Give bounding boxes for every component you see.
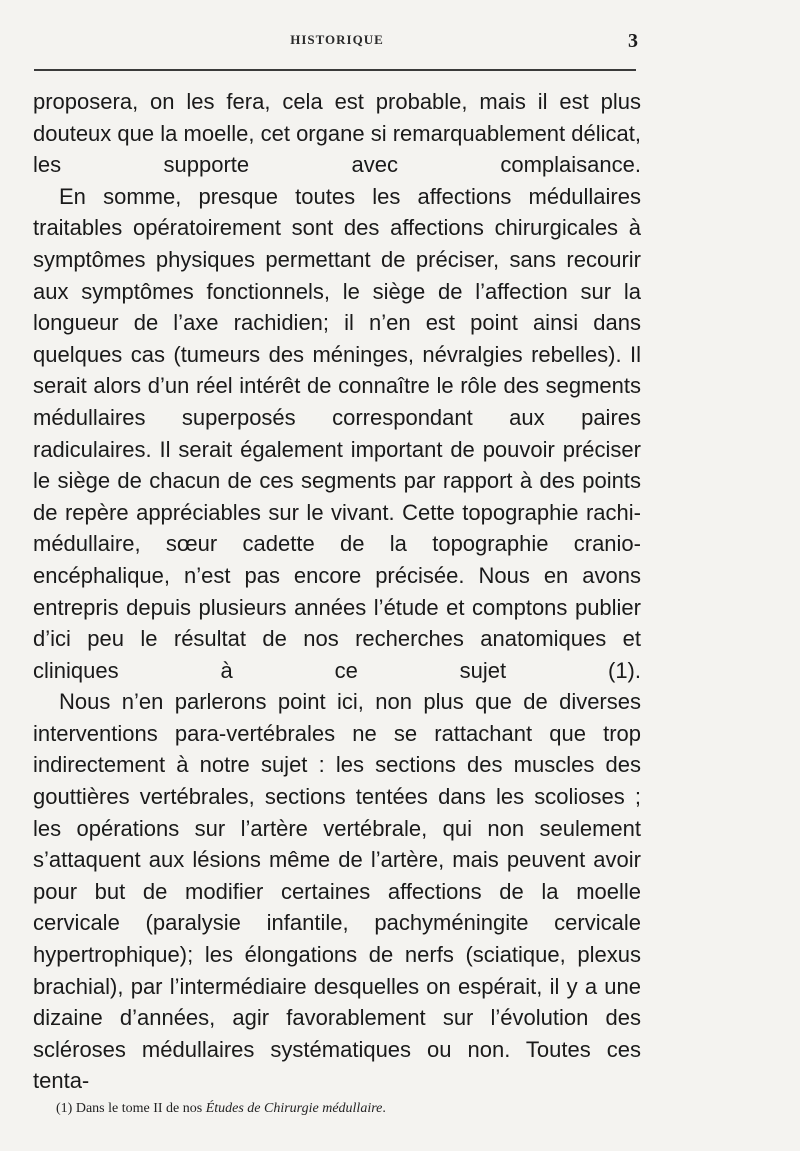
- paragraph-continuation: proposera, on les fera, cela est probable, mais il est plus douteux que la moelle, cet organe si remarquablement délicat, les supporte avec complaisance.: [33, 89, 641, 178]
- running-head: [34, 24, 640, 64]
- paragraph-en-somme: En somme, presque toutes les affections médullaires traitables opératoirement sont des affections chirurgicales à symptômes physiques permettant de préciser, sans recourir aux symptômes fonctionnels, le siège de l’affection sur la longueur de l’axe rachidien; il n’en est point ainsi dans quelques cas (tumeurs des méninges, névralgies rebelles). Il serait alors d’un réel intérêt de connaître le rôle des segments médullaires superposés correspondant aux paires radiculaires. Il serait également important de pouvoir préciser le siège de chacun de ces segments par rapport à des points de repère appréciables sur le vivant. Cette topographie rachi-médullaire, sœur cadette de la topographie cranio-encéphalique, n’est pas encore précisée. Nous en avons entrepris depuis plusieurs années l’étude et comptons publier d’ici peu le résultat de nos recherches anatomiques et cliniques à ce sujet (1).: [33, 183, 641, 683]
- running-title: HISTORIQUE: [290, 32, 384, 47]
- header-rule: [34, 69, 636, 71]
- footnote: [56, 1101, 656, 1117]
- page-number: 3: [628, 30, 638, 52]
- footnote-end: .: [382, 1101, 386, 1116]
- footnote-marker: (1): [56, 1101, 73, 1116]
- footnote-text: Dans le tome II de nos: [75, 1101, 203, 1116]
- paragraph-nous-nen-parlerons: Nous n’en parlerons point ici, non plus que de diverses interventions para-vertébrales ne se rattachant que trop indirectement à notre sujet : les sections des muscles des gouttières vertébrales, sections tentées dans les scolioses ; les opérations sur l’artère vertébrale, qui non seulement s’attaquent aux lésions même de l’artère, mais peuvent avoir pour but de modifier certaines affections de la moelle cervicale (paralysie infantile, pachyméningite cervicale hypertrophique); les élongations de nerfs (sciatique, plexus brachial), par l’intermédiaire desquelles on espérait, il y a une dizaine d’années, agir favorablement sur l’évolution des scléroses médullaires systématiques ou non. Toutes ces tenta-: [33, 689, 641, 1094]
- body-text: [33, 86, 641, 1097]
- footnote-book-title: Études de Chirurgie médullaire: [205, 1101, 383, 1116]
